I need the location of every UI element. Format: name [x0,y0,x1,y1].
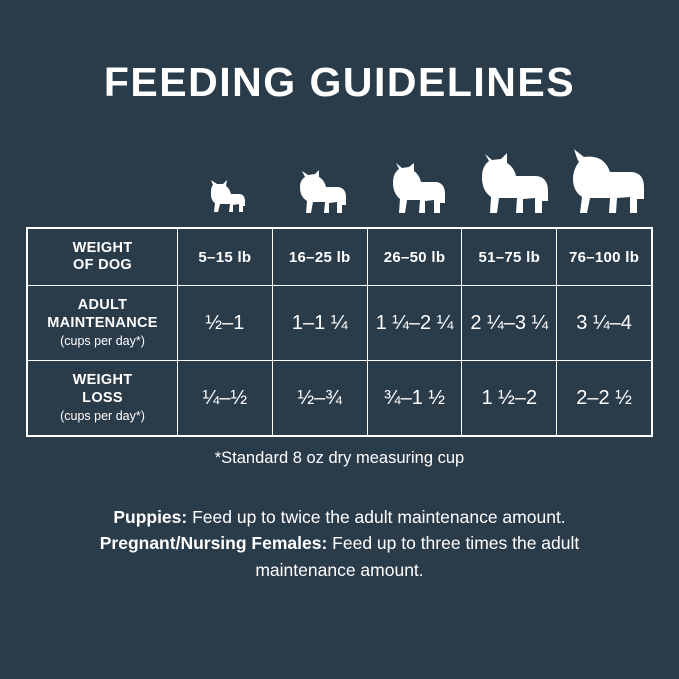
row-label-line2: LOSS [82,389,123,406]
page-title: FEEDING GUIDELINES [103,59,576,105]
column-header-2: 16–25 lb [272,229,367,286]
pregnant-note-label: Pregnant/Nursing Females: [99,533,328,554]
column-header-1: 5–15 lb [178,229,273,286]
row-label-adult-maintenance [28,286,178,361]
row-label-line2: MAINTENANCE [47,314,158,331]
table-header-row [28,229,652,286]
feeding-table-container [26,227,653,437]
cell-adult-51-75: 2 ¼–3 ¼ [462,286,557,361]
feeding-table [27,228,652,436]
cell-adult-76-100: 3 ¼–4 [557,286,652,361]
column-header-5: 76–100 lb [557,229,652,286]
medium-dog-icon [368,141,463,221]
xlarge-dog-icon [558,141,653,221]
pregnant-note-text: Feed up to three times the adult maintenance amount. [255,533,580,580]
cell-weightloss-5-15: ¼–½ [178,361,273,436]
measuring-cup-footnote: *Standard 8 oz dry measuring cup [214,449,465,467]
table-row [28,361,652,436]
terrier-dog-icon [273,141,368,221]
column-header-4: 51–75 lb [462,229,557,286]
row-label-sub: (cups per day*) [60,333,145,348]
corner-label-line2: OF DOG [73,257,132,273]
row-label-line1: WEIGHT [72,372,133,389]
cell-adult-5-15: ½–1 [178,286,273,361]
cell-weightloss-76-100: 2–2 ½ [557,361,652,436]
cell-weightloss-51-75: 1 ½–2 [462,361,557,436]
row-label-line1: ADULT [77,297,128,314]
corner-label-line1: WEIGHT [72,239,133,256]
cell-adult-16-25: 1–1 ¼ [272,286,367,361]
cell-weightloss-26-50: ¾–1 ½ [367,361,462,436]
small-dog-icon [178,141,273,221]
cell-adult-26-50: 1 ¼–2 ¼ [367,286,462,361]
column-header-3: 26–50 lb [367,229,462,286]
table-row [28,286,652,361]
puppies-note-text: Feed up to twice the adult maintenance amount. [187,507,566,527]
pregnant-nursing-note [60,530,619,583]
row-label-sub: (cups per day*) [60,408,145,423]
puppies-note [60,504,619,530]
large-dog-icon [463,141,558,221]
puppies-note-label: Puppies: [113,507,188,527]
table-corner-label [28,229,178,286]
feeding-notes [0,504,679,583]
row-label-weight-loss [28,361,178,436]
dog-size-illustrations [0,141,679,221]
cell-weightloss-16-25: ½–¾ [272,361,367,436]
